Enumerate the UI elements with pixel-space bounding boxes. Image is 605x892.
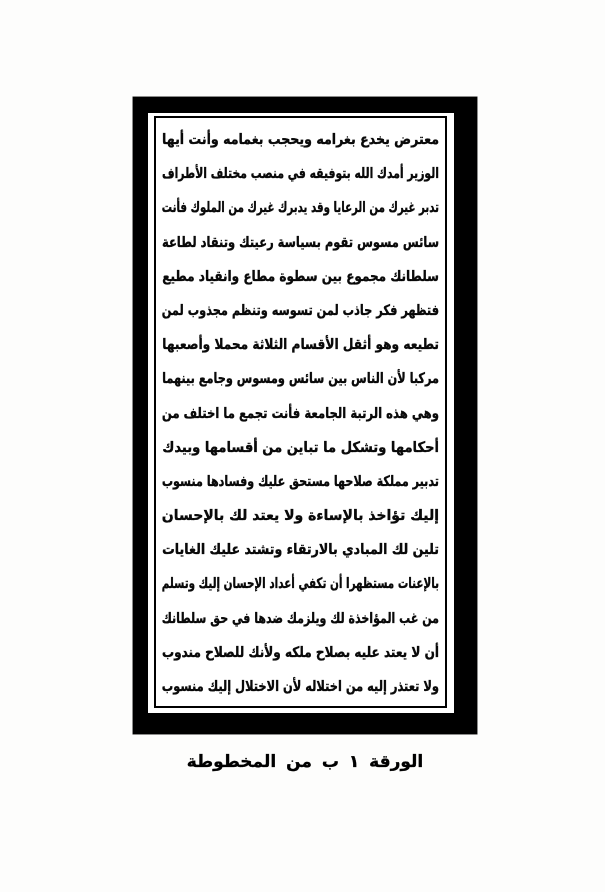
manuscript-line: بالإعنات مستظهرا أن تكفي أعداد الإحسان إليك وتسلم xyxy=(162,576,439,593)
manuscript-text-block xyxy=(162,123,439,704)
plate-caption: الورقة ١ ب من المخطوطة xyxy=(186,752,424,772)
manuscript-plate xyxy=(133,97,477,734)
manuscript-line: فتظهر فكر جاذب لمن تسوسه وتنظم مجذوب لمن xyxy=(162,302,439,319)
manuscript-line: معترض يخدع بغرامه ويحجب بغمامه وأنت أيها xyxy=(162,132,439,148)
manuscript-line: سلطانك مجموع بين سطوة مطاع وانقياد مطيع xyxy=(162,268,439,285)
manuscript-line: أن لا يعتد عليه بصلاح ملكه ولأنك للصلاح مندوب xyxy=(162,644,439,661)
manuscript-line: من غب المؤاخذة لك ويلزمك ضدها في حق سلطانك xyxy=(162,610,439,627)
manuscript-line: مركبا لأن الناس بين سائس ومسوس وجامع بينهما xyxy=(162,371,439,388)
manuscript-line: وهي هذه الرتبة الجامعة فأنت تجمع ما اختلف من xyxy=(162,405,439,422)
manuscript-line: تدبر غيرك من الرعايا وقد يدبرك غيرك من الملوك فأنت xyxy=(162,200,439,217)
manuscript-line: إليك تؤاخذ بالإساءة ولا يعتد لك بالإحسان xyxy=(162,508,439,525)
manuscript-line: تطيعه وهو أثقل الأقسام الثلاثة محملا وأصعبها xyxy=(162,337,439,354)
manuscript-line: أحكامها وتشكل ما تباين من أقسامها وبيدك xyxy=(162,439,439,456)
manuscript-line: الوزير أمدك الله بتوفيقه في منصب مختلف الأطراف xyxy=(162,166,439,183)
manuscript-line: تلين لك المبادي بالارتقاء وتشتد عليك الغايات xyxy=(162,542,439,559)
plate-inner-frame xyxy=(154,116,447,708)
manuscript-line: تدبير مملكة صلاحها مستحق عليك وفسادها منسوب xyxy=(162,473,439,490)
manuscript-line: سائس مسوس تقوم بسياسة رعيتك وتنقاد لطاعة xyxy=(162,234,439,251)
manuscript-line: ولا تعتذر إليه من اختلاله لأن الاختلال إليك منسوب xyxy=(162,679,439,695)
